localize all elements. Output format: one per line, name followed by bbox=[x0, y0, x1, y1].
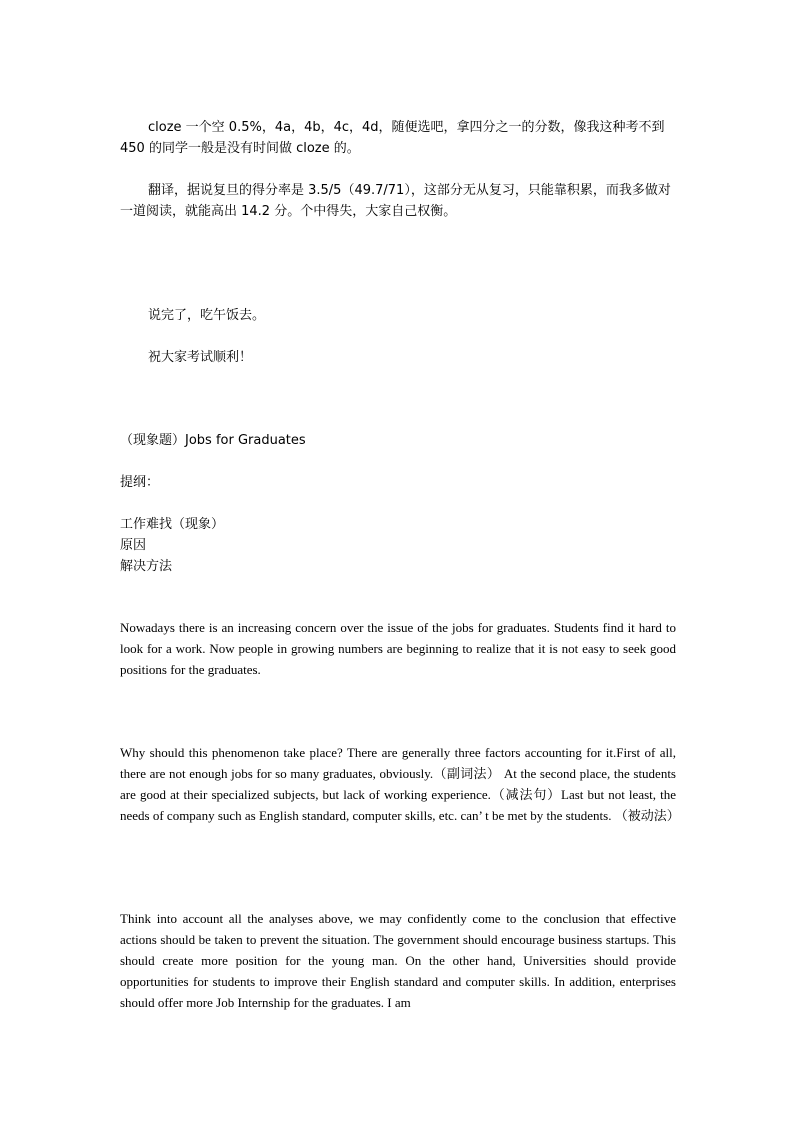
outline-list bbox=[120, 514, 676, 577]
essay-paragraph-1: Nowadays there is an increasing concern over the issue of the jobs for graduates. Students find it hard to look for a work. Now people in growing numbers are beginning to realize that it is not easy to seek good positions for the graduates. bbox=[120, 620, 676, 677]
outline-item-solution: 解决方法 bbox=[120, 559, 173, 574]
essay-paragraph-2: Why should this phenomenon take place? There are generally three factors accounting for it.First of all, there are not enough jobs for so many graduates, obviously.（副词法） At the second place, the students are good at their specialized subjects, but lack of working experience.（减法句）Last but not least, the needs of company such as English standard, computer skills, etc. can’ t be met by the students. （被动法） bbox=[120, 745, 680, 823]
outline-item-phenomenon: 工作难找（现象） bbox=[120, 517, 225, 532]
outline-label: 提纲： bbox=[120, 475, 160, 490]
cloze-paragraph: cloze 一个空 0.5%，4a，4b，4c，4d，随便选吧，拿四分之一的分数，像我这种考不到 450 的同学一般是没有时间做 cloze 的。 bbox=[120, 120, 665, 156]
translation-paragraph: 翻译，据说复旦的得分率是 3.5/5（49.7/71），这部分无从复习，只能靠积累，而我多做对一道阅读，就能高出 14.2 分。个中得失，大家自己权衡。 bbox=[120, 183, 671, 219]
done-paragraph: 说完了，吃午饭去。 bbox=[148, 308, 266, 323]
essay-title: （现象题）Jobs for Graduates bbox=[120, 433, 306, 448]
wish-paragraph: 祝大家考试顺利！ bbox=[148, 350, 253, 365]
outline-item-cause: 原因 bbox=[120, 538, 147, 553]
essay-paragraph-3: Think into account all the analyses above, we may confidently come to the conclusion that effective actions should be taken to prevent the situation. The government should encourage business startups. This should create more position for the young man. On the other hand, Universities should provide opportunities for students to improve their English standard and computer skills. In addition, enterprises should offer more Job Internship for the graduates. I am bbox=[120, 911, 676, 1010]
